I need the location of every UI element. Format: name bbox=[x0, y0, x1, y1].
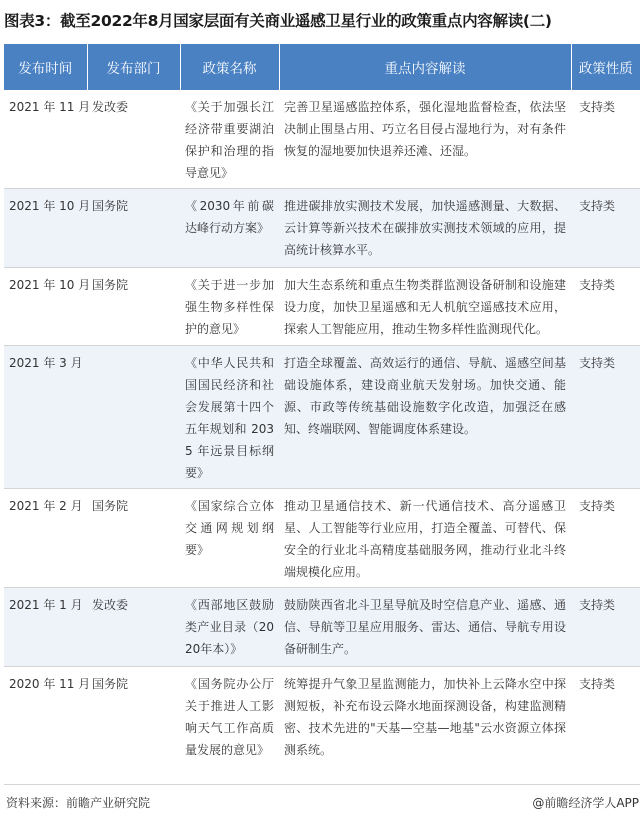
table-row bbox=[4, 346, 640, 489]
cell-dept: 国务院 bbox=[87, 189, 180, 268]
table-row bbox=[4, 489, 640, 588]
source-note: 资料来源：前瞻产业研究院 bbox=[6, 796, 151, 810]
cell-dept: 国务院 bbox=[87, 268, 180, 346]
cell-type: 支持类 bbox=[571, 346, 640, 489]
cell-type: 支持类 bbox=[571, 588, 640, 667]
cell-date: 2021 年 2 月 bbox=[4, 489, 87, 588]
cell-date: 2021 年 3 月 bbox=[4, 346, 87, 489]
header-name: 政策名称 bbox=[180, 44, 279, 90]
cell-type: 支持类 bbox=[571, 667, 640, 785]
cell-date: 2021 年 10 月 bbox=[4, 189, 87, 268]
cell-type: 支持类 bbox=[571, 489, 640, 588]
cell-name: 《中华人民共和国国民经济和社会发展第十四个五年规划和 2035 年远景目标纲要》 bbox=[180, 346, 279, 489]
cell-name: 《西部地区鼓励类产业目录（2020年本）》 bbox=[180, 588, 279, 667]
policy-table bbox=[4, 44, 640, 785]
table-row bbox=[4, 268, 640, 346]
cell-key: 推动卫星通信技术、新一代通信技术、高分遥感卫星、人工智能等行业应用，打造全覆盖、可替代、保安全的行业北斗高精度基础服务网，推动行业北斗终端规模化应用。 bbox=[279, 489, 571, 588]
cell-dept: 国务院 bbox=[87, 489, 180, 588]
cell-key: 完善卫星遥感监控体系，强化湿地监督检查，依法坚决制止围垦占用、巧立名目侵占湿地行为，对有条件恢复的湿地要加快退养还滩、还湿。 bbox=[279, 90, 571, 189]
cell-key: 加大生态系统和重点生物类群监测设备研制和设施建设力度，加快卫星遥感和无人机航空遥感技术应用，探索人工智能应用，推动生物多样性监测现代化。 bbox=[279, 268, 571, 346]
cell-key: 打造全球覆盖、高效运行的通信、导航、遥感空间基础设施体系，建设商业航天发射场。加快交通、能源、市政等传统基础设施数字化改造，加强泛在感知、终端联网、智能调度体系建设。 bbox=[279, 346, 571, 489]
cell-name: 《关于进一步加强生物多样性保护的意见》 bbox=[180, 268, 279, 346]
table-row bbox=[4, 90, 640, 189]
cell-type: 支持类 bbox=[571, 268, 640, 346]
cell-type: 支持类 bbox=[571, 189, 640, 268]
cell-date: 2021 年 10 月 bbox=[4, 268, 87, 346]
cell-dept bbox=[87, 346, 180, 489]
brand-credit: @前瞻经济学人APP bbox=[532, 796, 639, 810]
table-row bbox=[4, 189, 640, 268]
table-row bbox=[4, 588, 640, 667]
cell-dept: 国务院 bbox=[87, 667, 180, 785]
cell-key: 推进碳排放实测技术发展，加快遥感测量、大数据、云计算等新兴技术在碳排放实测技术领域的应用，提高统计核算水平。 bbox=[279, 189, 571, 268]
table-row bbox=[4, 667, 640, 785]
cell-name: 《2030年前碳达峰行动方案》 bbox=[180, 189, 279, 268]
cell-name: 《国务院办公厅关于推进人工影响天气工作高质量发展的意见》 bbox=[180, 667, 279, 785]
header-type: 政策性质 bbox=[571, 44, 640, 90]
cell-date: 2021 年 1 月 bbox=[4, 588, 87, 667]
cell-name: 《关于加强长江经济带重要湖泊保护和治理的指导意见》 bbox=[180, 90, 279, 189]
cell-date: 2021 年 11 月 bbox=[4, 90, 87, 189]
table-header-row bbox=[4, 44, 640, 90]
header-date: 发布时间 bbox=[4, 44, 87, 90]
cell-dept: 发改委 bbox=[87, 90, 180, 189]
cell-key: 统筹提升气象卫星监测能力，加快补上云降水空中探测短板，补充布设云降水地面探测设备，构建监测精密、技术先进的"天基—空基—地基"云水资源立体探测系统。 bbox=[279, 667, 571, 785]
cell-dept: 发改委 bbox=[87, 588, 180, 667]
header-key: 重点内容解读 bbox=[279, 44, 571, 90]
cell-name: 《国家综合立体交通网规划纲要》 bbox=[180, 489, 279, 588]
cell-type: 支持类 bbox=[571, 90, 640, 189]
cell-date: 2020 年 11 月 bbox=[4, 667, 87, 785]
chart-title: 图表3：截至2022年8月国家层面有关商业遥感卫星行业的政策重点内容解读(二) bbox=[4, 12, 552, 30]
header-dept: 发布部门 bbox=[87, 44, 180, 90]
cell-key: 鼓励陕西省北斗卫星导航及时空信息产业、遥感、通信、导航等卫星应用服务、雷达、通信、导航专用设备研制生产。 bbox=[279, 588, 571, 667]
